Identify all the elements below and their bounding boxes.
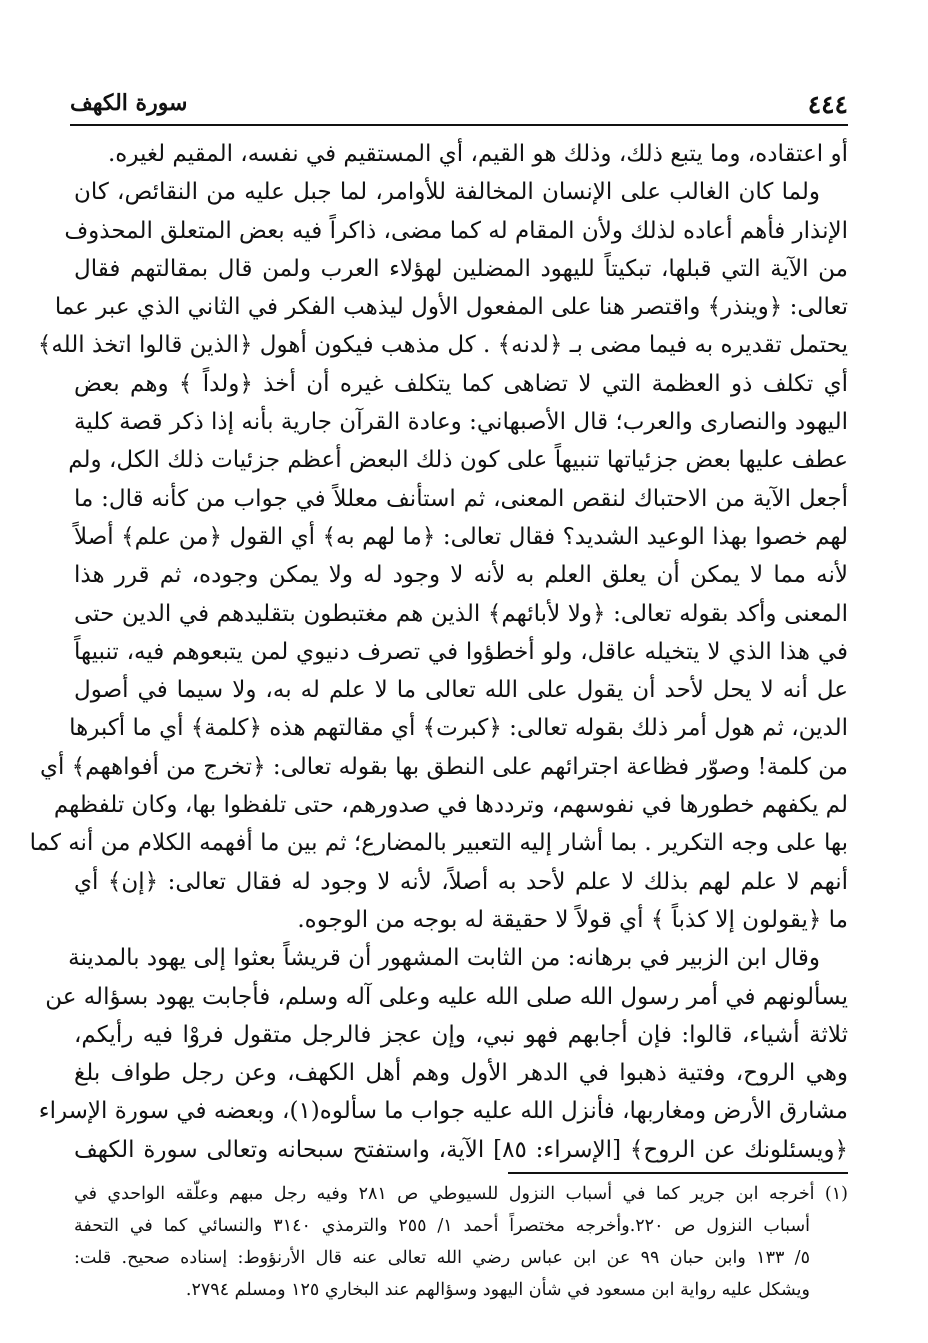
page-number: ٤٤٤ <box>807 90 848 119</box>
footnote-line: ٥/ ١٣٣ وابن حبان ٩٩ عن ابن عباس رضي الله تعالى عنه قال الأرنؤوط: إسناده صحيح. قلت: <box>74 1248 810 1268</box>
text-line: أي تكلف ذو العظمة التي لا تضاهى كما يتكلف غيره أن أخذ ﴿ولداً ﴾ وهم بعض <box>74 370 848 397</box>
text-line: المعنى وأكد بقوله تعالى: ﴿ولا لأبائهم﴾ الذين هم مغتبطون بتقليدهم في الدين حتى <box>74 600 848 627</box>
text-line: يحتمل تقديره به فيما مضى بـ ﴿لدنه﴾ . كل مذهب فيكون أهول ﴿الذين قالوا اتخذ الله﴾ <box>37 332 848 359</box>
text-line: يسألونهم في أمر رسول الله صلى الله عليه وعلى آله وسلم، فأجابت يهود بسؤاله عن <box>45 983 848 1010</box>
text-line: لم يكفهم خطورها في نفوسهم، وترددها في صدورهم، حتى تلفظوا بها، وكان تلفظهم <box>53 792 848 819</box>
text-line: أنهم لا علم لهم بذلك لا علم لأحد به أصلاً، لأنه لا وجود له فقال تعالى: ﴿إن﴾ أي <box>74 868 848 895</box>
text-line: عل أنه لا يحل لأحد أن يقول على الله تعالى ما لا علم له به، ولا سيما في أصول <box>74 677 848 704</box>
surah-title: سورة الكهف <box>70 90 188 116</box>
text-line: لهم خصوا بهذا الوعيد الشديد؟ فقال تعالى: ﴿ما لهم به﴾ أي القول ﴿من علم﴾ أصلاً <box>74 523 848 550</box>
footnote-line <box>74 1178 848 1210</box>
text-line: اليهود والنصارى والعرب؛ قال الأصبهاني: وعادة القرآن جارية بأنه إذا ذكر قصة كلية <box>74 409 848 436</box>
text-line: الإنذار فأهم أعاده لذلك ولأن المقام له كما مضى، ذاكراً فيه بعض المتعلق المحذوف <box>64 217 848 244</box>
footnote-separator <box>508 1172 848 1174</box>
text-line: أو اعتقاده، وما يتبع ذلك، وذلك هو القيم، أي المستقيم في نفسه، المقيم لغيره. <box>108 141 848 167</box>
text-line: بها على وجه التكرير . بما أشار إليه التعبير بالمضارع؛ ثم بين ما أفهمه الكلام من أنه كما <box>29 830 848 857</box>
text-line: تعالى: ﴿وينذر﴾ واقتصر هنا على المفعول الأول ليذهب الفكر في الثاني الذي عبر عما <box>54 294 848 321</box>
text-line: أجعل الآية من الاحتباك لنقص المعنى، ثم استأنف معللاً في جواب من كأنه قال: ما <box>74 485 848 512</box>
text-line: لأنه مما لا يمكن أن يعلق العلم به لأنه لا وجود له ولا يمكن وجوده، ثم قرر هذا <box>74 562 848 589</box>
text-line: ثلاثة أشياء، قالوا: فإن أجابهم فهو نبي، وإن عجز فالرجل متقول فروْا فيه رأيكم، <box>74 1021 848 1048</box>
text-line: ﴿ويسئلونك عن الروح﴾ [الإسراء: ٨٥] الآية، واستفتح سبحانه وتعالى سورة الكهف <box>74 1136 848 1163</box>
text-line: ولما كان الغالب على الإنسان المخالفة للأوامر، لما جبل عليه من النقائص، كان <box>74 179 820 206</box>
text-line: وهي الروح، وفتية ذهبوا في الدهر الأول وهم أهل الكهف، وعن رجل طواف بلغ <box>74 1060 848 1087</box>
text-line: وقال ابن الزبير في برهانه: من الثابت المشهور أن قريشاً بعثوا إلى يهود بالمدينة <box>68 945 820 972</box>
text-line: من الآية التي قبلها، تبكيتاً لليهود المضلين لهؤلاء العرب ولمن قال بمقالتهم فقال <box>74 255 848 282</box>
running-header <box>70 84 848 126</box>
text-line: في هذا الذي لا يتخيله عاقل، ولو أخطؤوا في تصرف دنيوي لمن يتبعوهم فيه، تنبيهاً <box>74 638 848 665</box>
text-line: مشارق الأرض ومغاربها، فأنزل الله عليه جواب ما سألوه(١)، وبعضه في سورة الإسراء <box>38 1098 848 1125</box>
footnote-text: أخرجه ابن جرير كما في أسباب النزول للسيوطي ص ٢٨١ وفيه رجل مبهم وعلّقه الواحدي في <box>74 1184 815 1204</box>
footnote-marker: (١) <box>824 1184 848 1204</box>
footnote-line: ويشكل عليه رواية ابن مسعود في شأن اليهود وسؤالهم عند البخاري ١٢٥ ومسلم ٢٧٩٤. <box>185 1280 810 1300</box>
text-line: من كلمة! وصوّر فظاعة اجترائهم على النطق بها بقوله تعالى: ﴿تخرج من أفواههم﴾ أي <box>39 753 848 780</box>
footnotes <box>74 1178 848 1306</box>
footnote-line: أسباب النزول ص ٢٢٠.وأخرجه مختصراً أحمد ١/ ٢٥٥ والترمذي ٣١٤٠ والنسائي كما في التحفة <box>74 1216 810 1236</box>
text-line: عطف عليها بعض جزئياتها تنبيهاً على كون ذلك البعض أعظم جزئيات ذلك الكل، ولم <box>68 447 848 474</box>
text-line: ما ﴿يقولون إلا كذباً ﴾ أي قولاً لا حقيقة له بوجه من الوجوه. <box>297 906 848 933</box>
text-line: الدين، ثم هول أمر ذلك بقوله تعالى: ﴿كبرت﴾ أي مقالتهم هذه ﴿كلمة﴾ أي ما أكبرها <box>69 715 848 742</box>
main-text <box>29 135 848 1169</box>
